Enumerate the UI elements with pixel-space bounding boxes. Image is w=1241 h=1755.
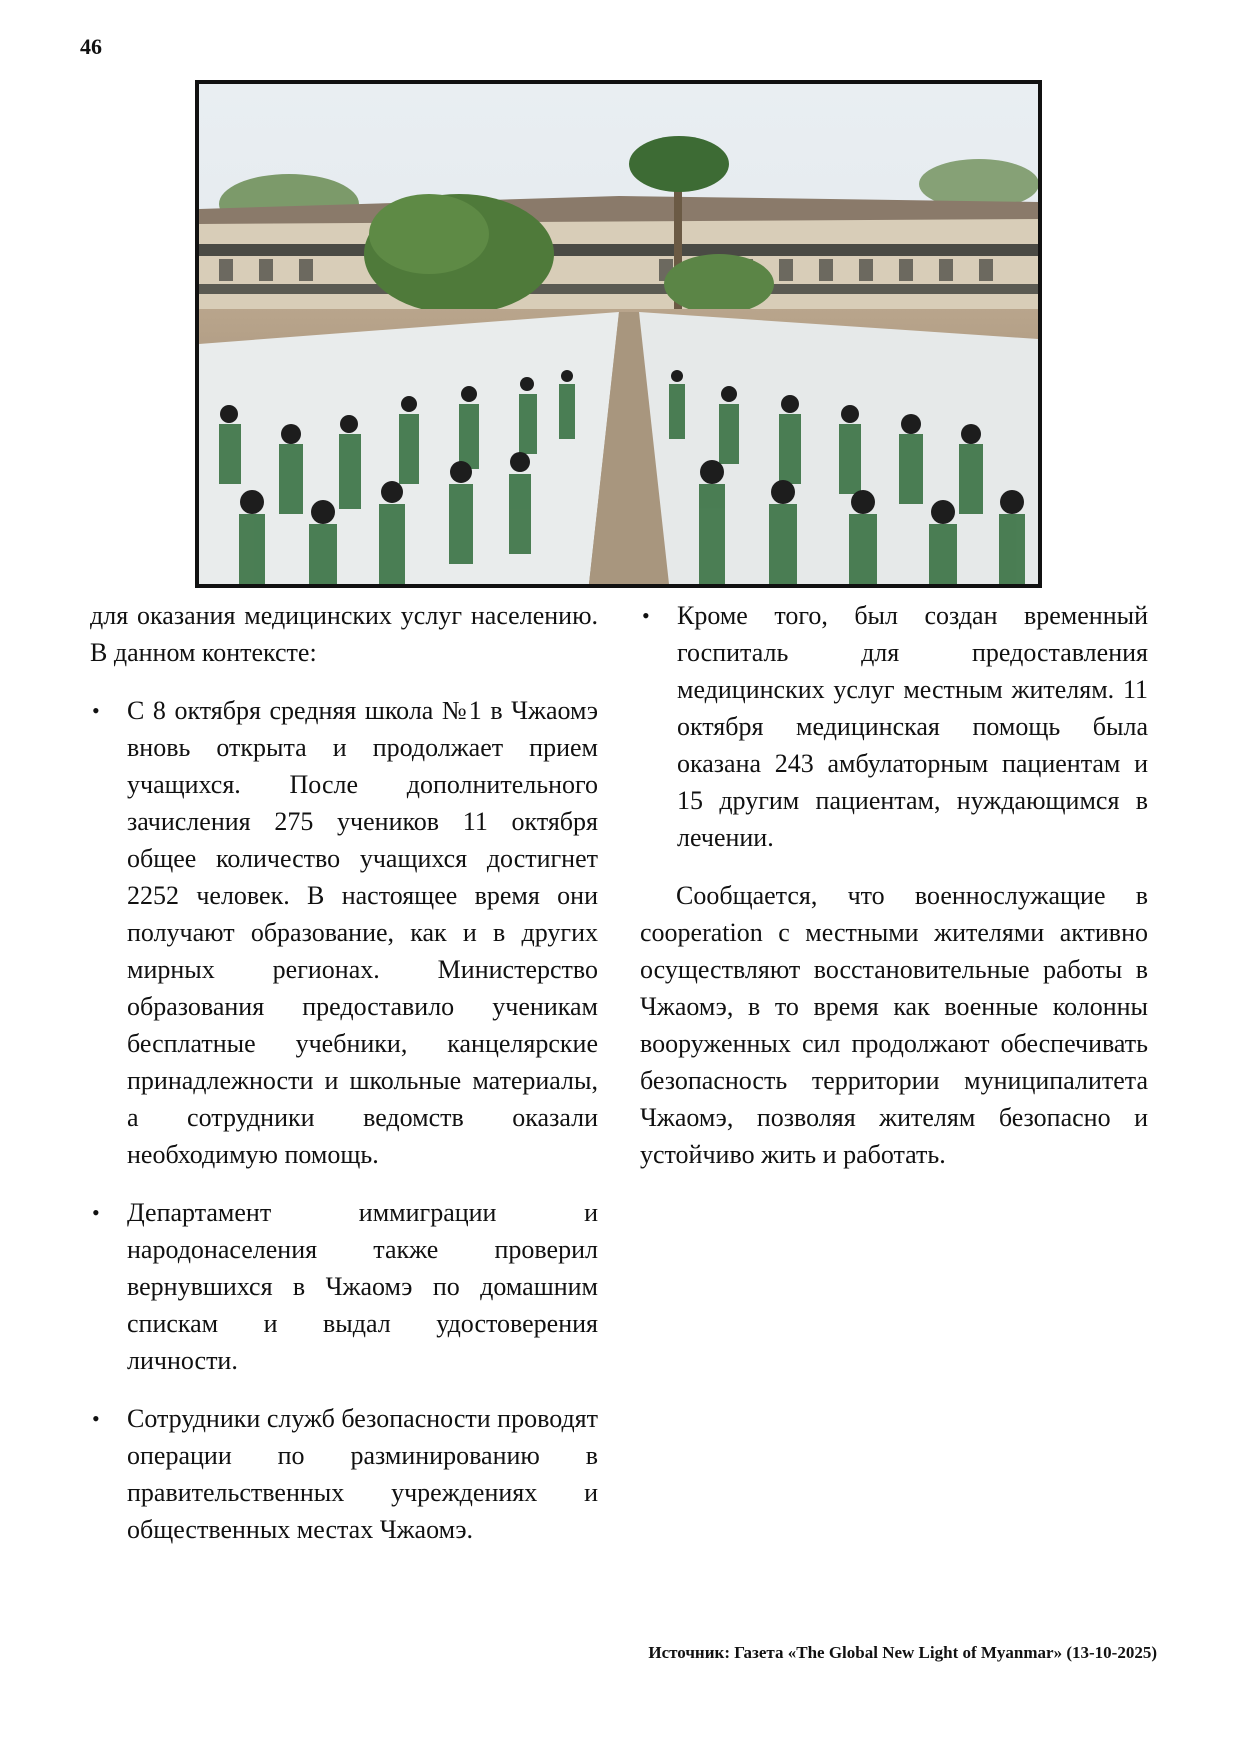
- right-bullet-list: [640, 597, 1148, 856]
- right-column: [640, 597, 1148, 1173]
- right-paragraph: Сообщается, что военнослужащие в cooperation с местными жителями активно осуществляют восстановительные работы в Чжаомэ, в то время как военные колонны вооруженных сил продолжают обеспечивать безопасность территории муниципалитета Чжаомэ, позволяя жителям безопасно и устойчиво жить и работать.: [640, 881, 1148, 1169]
- bullet-school-reopening: • С 8 октября средняя школа №1 в Чжаомэ вновь открыта и продолжает прием учащихся. После дополнительного зачисления 275 учеников 11 октября общее количество учащихся достигнет 2252 человек. В настоящее время они получают образование, как и в других мирных регионах. Министерство образования предоставило ученикам бесплатные учебники, канцелярские принадлежности и школьные материалы, а сотрудники ведомств оказали необходимую помощь.: [90, 692, 598, 1173]
- left-bullet-list: [90, 692, 598, 1548]
- bullet-immigration: • Департамент иммиграции и народонаселения также проверил вернувшихся в Чжаомэ по домашним спискам и выдал удостоверения личности.: [90, 1194, 598, 1379]
- school-assembly-photo: [195, 80, 1042, 588]
- bullet-demining: • Сотрудники служб безопасности проводят операции по разминированию в правительственных учреждениях и общественных местах Чжаомэ.: [90, 1400, 598, 1548]
- bullet-hospital: • Кроме того, был создан временный госпиталь для предоставления медицинских услуг местным жителям. 11 октября медицинская помощь была оказана 243 амбулаторным пациентам и 15 другим пациентам, нуждающимся в лечении.: [640, 597, 1148, 856]
- photo-illustration: [199, 84, 1038, 584]
- page-number: 46: [80, 34, 102, 59]
- source-caption: Источник: Газета «The Global New Light of Myanmar» (13-10-2025): [648, 1643, 1157, 1662]
- left-column: [90, 597, 598, 1548]
- left-intro-paragraph: для оказания медицинских услуг населению. В данном контексте:: [90, 601, 598, 667]
